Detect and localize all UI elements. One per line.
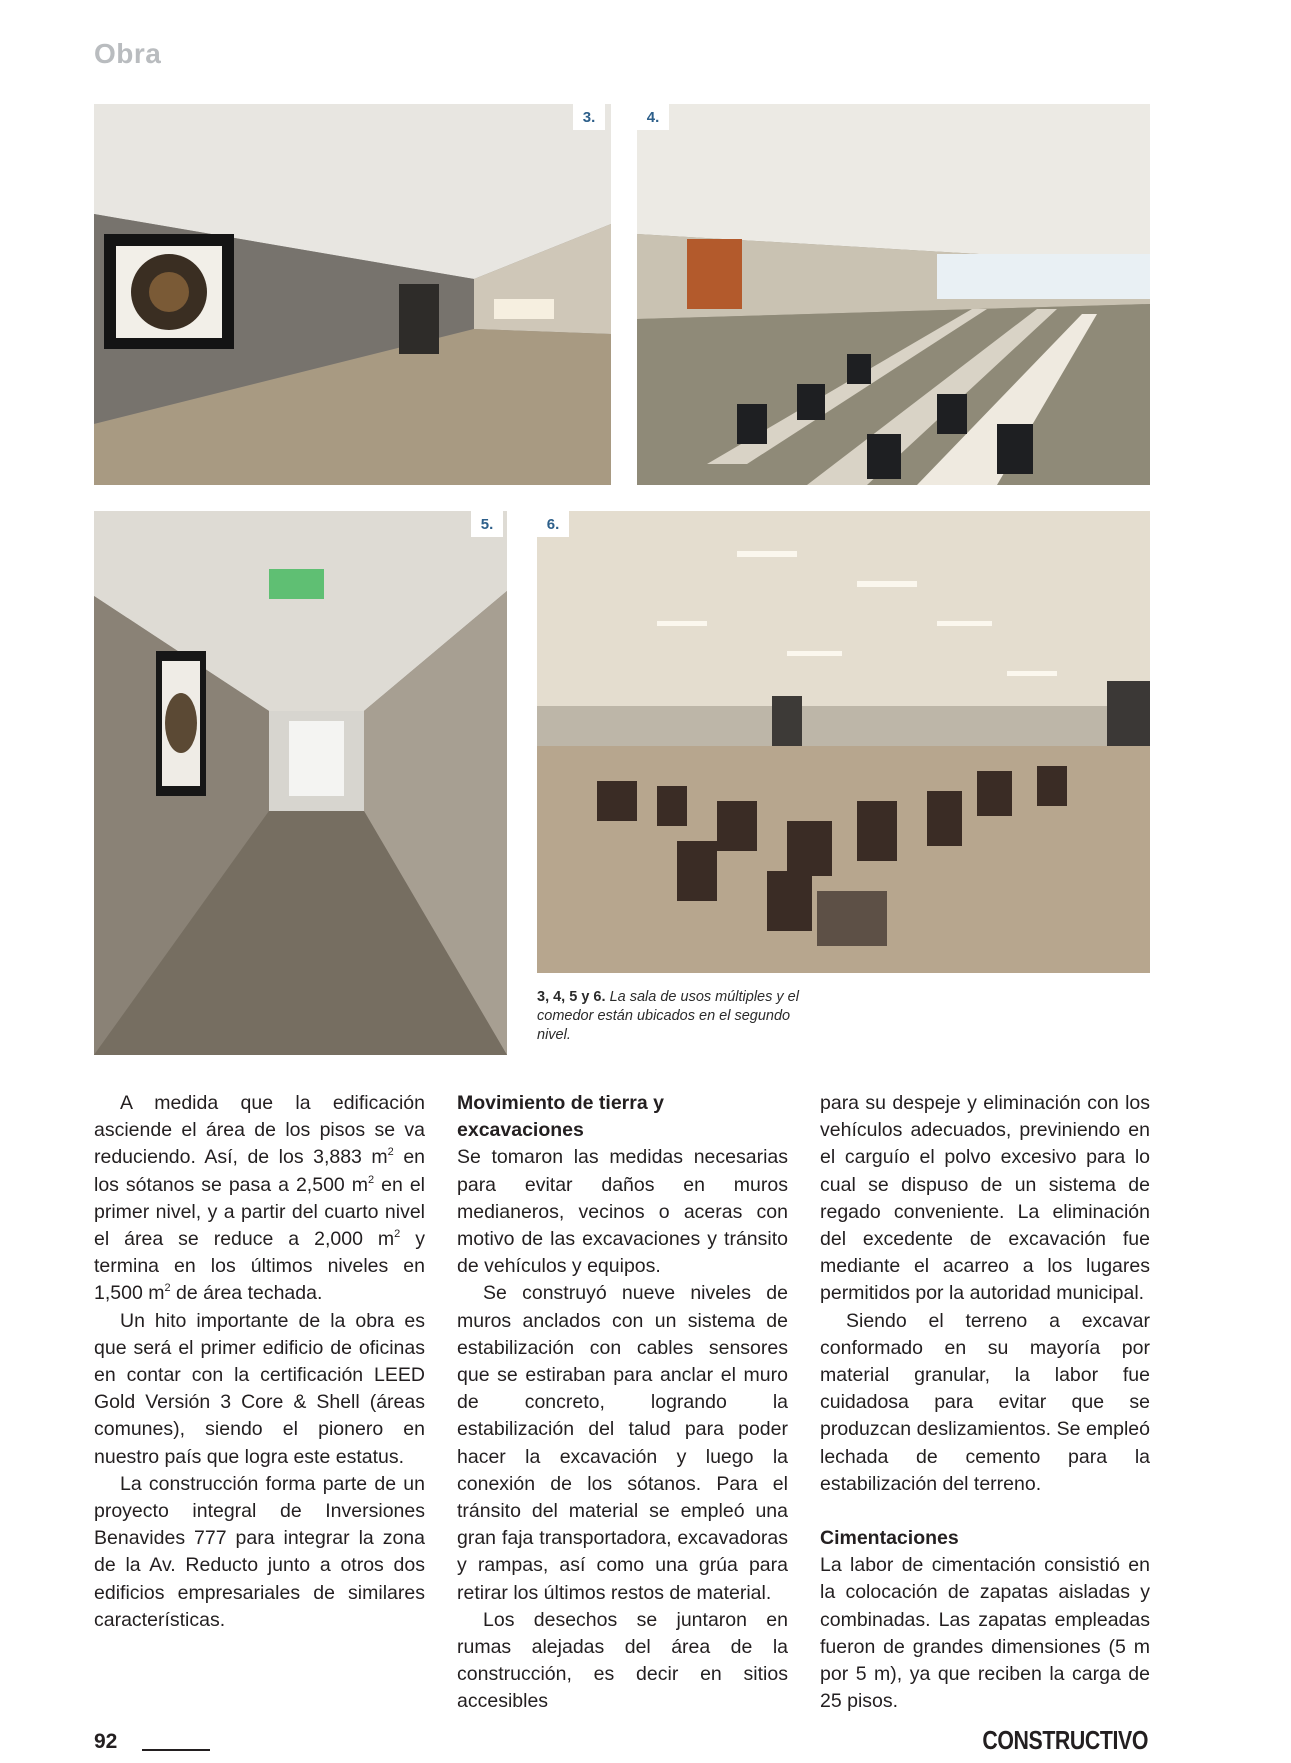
photo-number-6: 6. [537,511,569,537]
photo-hallway-lobby [94,104,611,485]
folio-rule [142,1749,210,1751]
column-2-paragraph-1: Se tomaron las medidas necesarias para evitar daños en muros medianeros, vecinos o aceras con motivo de las excavaciones y tránsito de vehículos y equipos. [457,1146,788,1278]
column-3-paragraph-1: para su despeje y eliminación con los vehículos adecuados, previniendo en el carguío el polvo excesivo para lo cual se dispuso de un sistema de regado conveniente. La eliminación del excedente de excavación fue mediante el acarreo a los lugares permitidos por la autoridad municipal. [820,1092,1150,1305]
article-column-3 [820,1090,1150,1715]
column-2-paragraph-3: Los desechos se juntaron en rumas alejadas del área de la construcción, es decir en sitios accesibles [457,1608,788,1713]
column-1-paragraph-3: La construcción forma parte de un proyecto integral de Inversiones Benavides 777 para integrar la zona de la Av. Reducto junto a otros dos edificios empresariales de similares características. [94,1472,425,1631]
photo-dining-hall [537,511,1150,973]
photo-number-5: 5. [471,511,503,537]
photo-corridor [94,511,507,1055]
heading-earthworks: Movimiento de tierra y excavaciones [457,1092,664,1142]
photo-number-3: 3. [573,104,605,130]
heading-foundations: Cimentaciones [820,1527,959,1550]
column-3-paragraph-2: Siendo el terreno a excavar conformado en su mayoría por material granular, la labor fue cuidadosa para evitar que se produzcan deslizamientos. Se empleó lechada de cemento para la estabilización del terreno. [820,1309,1150,1495]
section-title: Obra [94,38,162,69]
caption-reference: 3, 4, 5 y 6. [537,989,606,1005]
photo-number-4: 4. [637,104,669,130]
photo-multipurpose-room [637,104,1150,485]
article-column-1 [94,1090,425,1634]
column-2-paragraph-2: Se construyó nueve niveles de muros anclados con un sistema de estabilización con cables sensores que se estiraban para anclar el muro de concreto, logrando la estabilización del talud para poder hacer la excavación y luego la conexión de los sótanos. Para el tránsito del material se empleó una gran faja transportadora, excavadoras y rampas, así como una grúa para retirar los últimos restos de material. [457,1282,788,1604]
column-1-paragraph-1: A medida que la edificación asciende el área de los pisos se va reduciendo. Así, de los 3,883 $m^2$ en los sótanos se pasa a 2,500 $m^2$ en el primer nivel, y a partir del cuarto nivel el área se reduce a 2,000 $m^2$ y termina en los últimos niveles en 1,500 $m^2$ de área techada. [94,1092,426,1305]
photo-caption [537,988,807,1045]
page-number: 92 [94,1730,118,1753]
column-1-paragraph-2: Un hito importante de la obra es que será el primer edificio de oficinas en contar con la certificación LEED Gold Versión 3 Core & Shell (áreas comunes), siendo el pionero en nuestro país que logra este estatus. [94,1309,425,1468]
article-column-2 [457,1090,788,1716]
magazine-brand: CONSTRUCTIVO [982,1725,1148,1755]
column-3-paragraph-3: La labor de cimentación consistió en la colocación de zapatas aisladas y combinadas. Las zapatas empleadas fueron de grandes dimensiones (5 m por 5 m), ya que reciben la carga de 25 pisos. [820,1554,1150,1713]
caption-text: La sala de usos múltiples y el comedor están ubicados en el segundo nivel. [537,989,799,1043]
spacer [820,1498,1150,1525]
